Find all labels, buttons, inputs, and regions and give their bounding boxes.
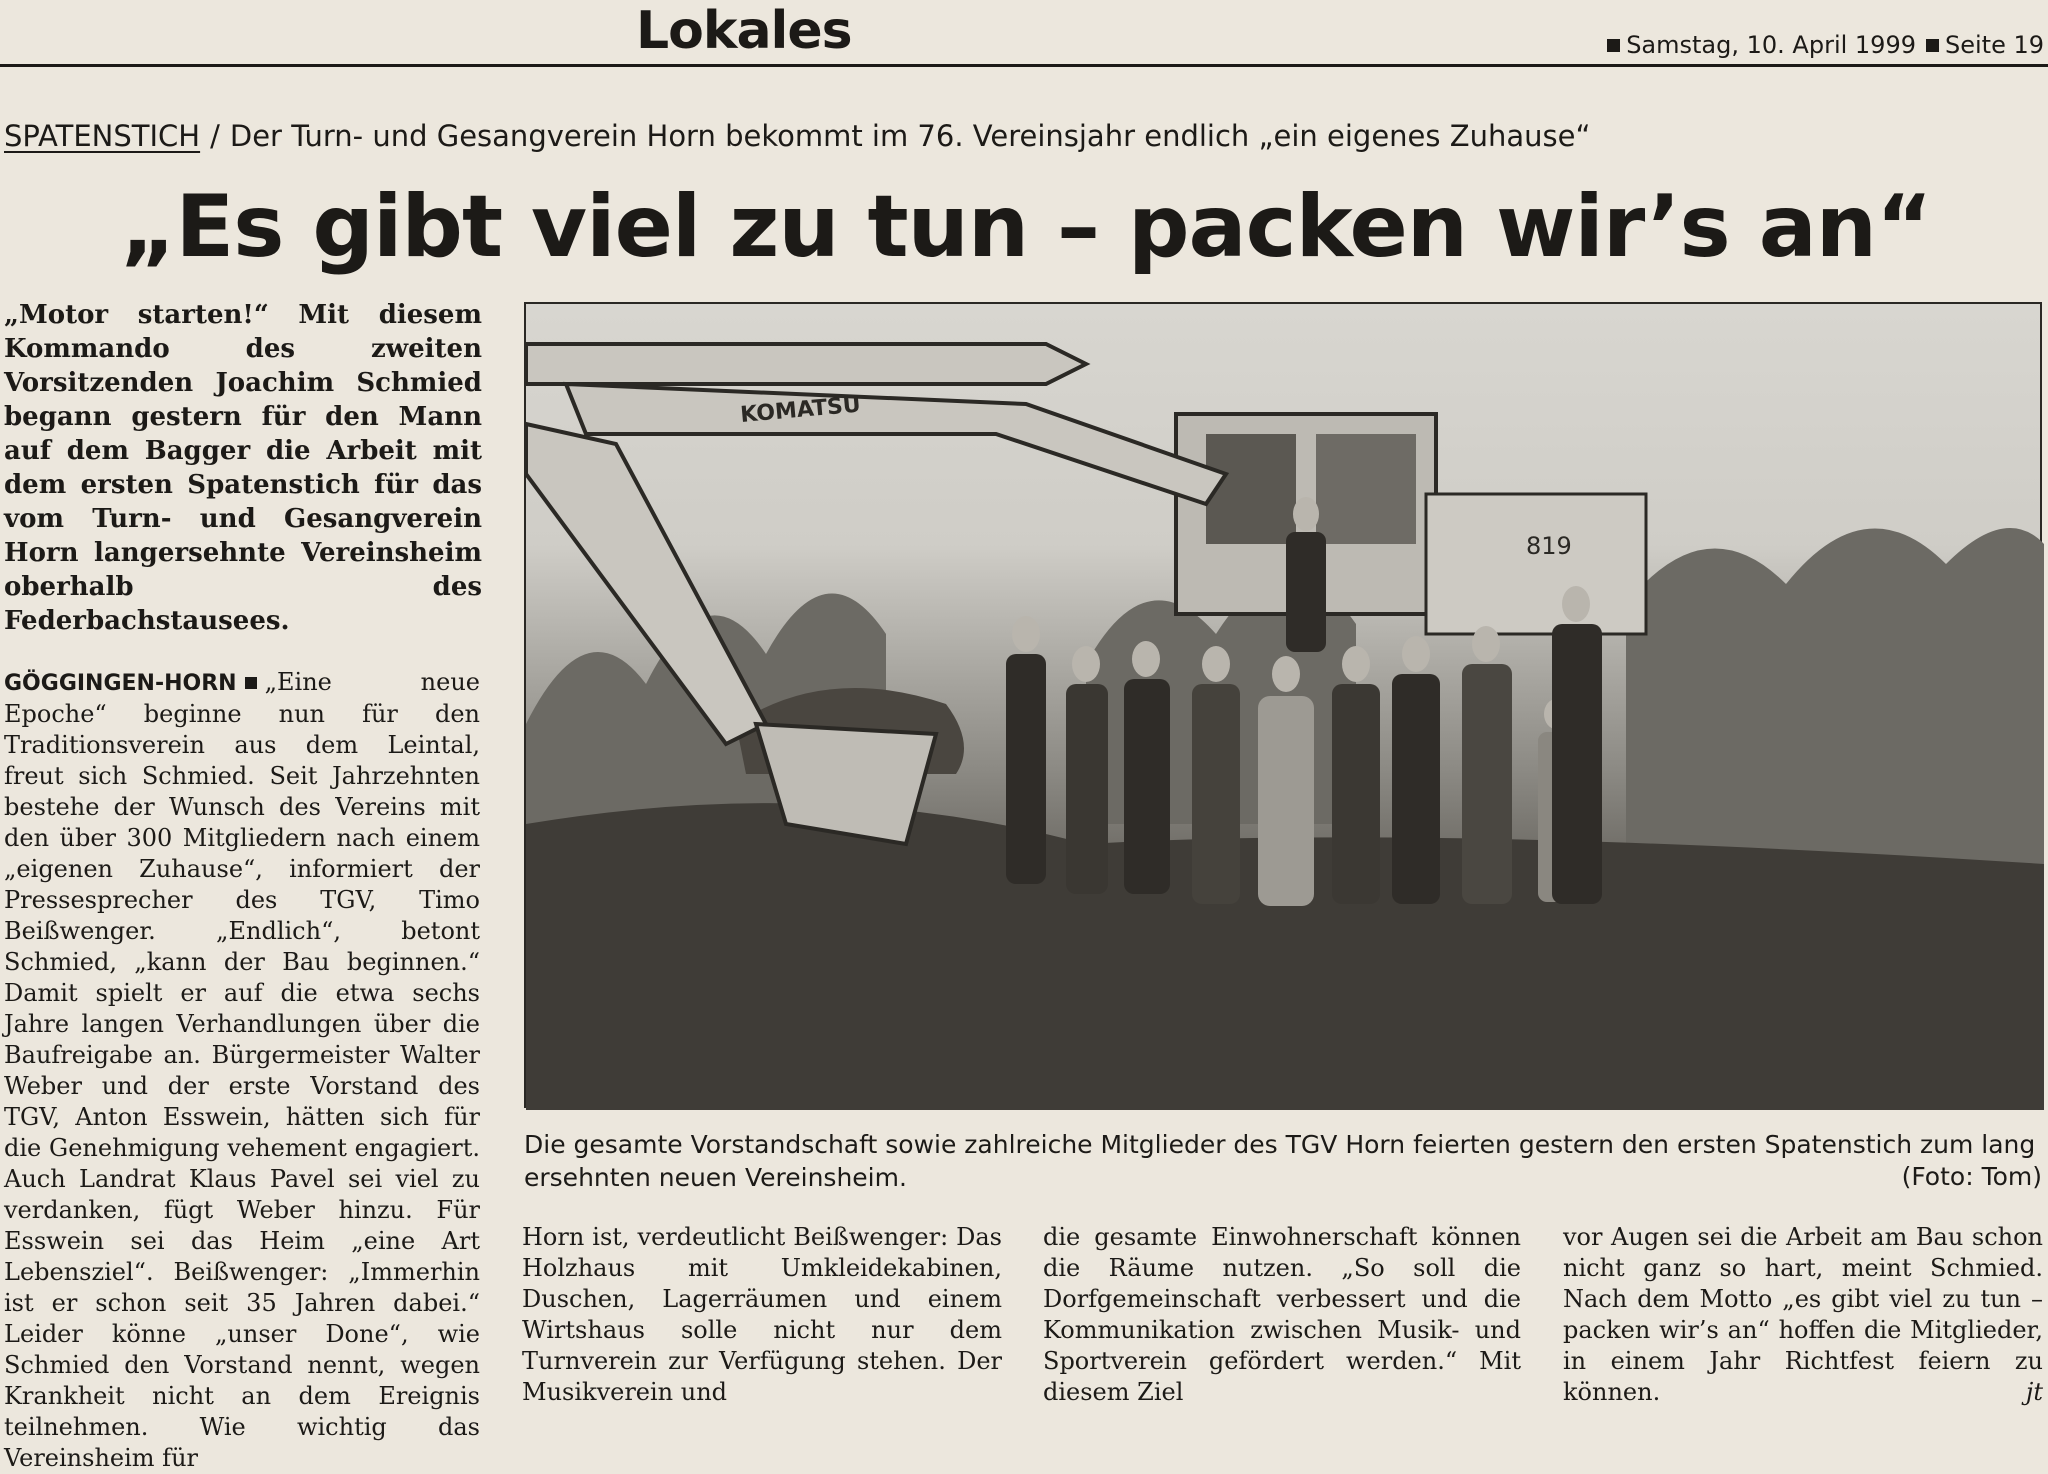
body-column-1 <box>4 667 480 1472</box>
article-dateline: GÖGGINGEN-HORN <box>4 671 237 696</box>
body-column-3: die gesamte Einwohnerschaft können die Räume nutzen. „So soll die Dorfgemeinschaft verbessert und die Kommunikation zwischen Musik- und Sportverein gefördert werden.“ Mit diesem Ziel <box>1043 1223 1521 1406</box>
article-headline: „Es gibt viel zu tun – packen wir’s an“ <box>120 177 1932 277</box>
article-photo <box>524 302 2042 1108</box>
body-column-4 <box>1563 1222 2043 1406</box>
body-column-2: Horn ist, verdeutlicht Beißwenger: Das Holzhaus mit Umkleidekabinen, Duschen, Lagerräumen und einem Wirtshaus solle nicht nur dem Turnverein zur Verfügung stehen. Der Musikverein und <box>522 1223 1002 1406</box>
masthead <box>0 0 2048 66</box>
article-kicker <box>4 116 1590 156</box>
body-text-4: vor Augen sei die Arbeit am Bau schon nicht ganz so hart, meint Schmied. Nach dem Motto „es gibt viel zu tun – packen wir’s an“ hoffen die Mitglieder, in einem Jahr Richtfest feiern zu können. <box>1563 1223 2043 1406</box>
section-title: Lokales <box>636 1 852 61</box>
issue-date: Samstag, 10. April 1999 <box>1626 31 1916 59</box>
body-text-1: „Eine neue Epoche“ beginne nun für den Traditionsverein aus dem Leintal, freut sich Schmied. Seit Jahrzehnten bestehe der Wunsch des Vereins mit den über 300 Mitgliedern nach einem „eigenen Zuhause“, informiert der Pressesprecher des TGV, Timo Beißwenger. „Endlich“, betont Schmied, „kann der Bau beginnen.“ Damit spielt er auf die etwa sechs Jahre langen Verhandlungen über die Baufreigabe an. Bürgermeister Walter Weber und der erste Vorstand des TGV, Anton Esswein, hätten sich für die Genehmigung vehement engagiert. Auch Landrat Klaus Pavel sei viel zu verdanken, fügt Weber hinzu. Für Esswein sei das Heim „eine Art Lebensziel“. Beißwenger: „Immerhin ist er schon seit 35 Jahren dabei.“ Leider könne „unser Done“, wie Schmied den Vorstand nennt, wegen Krankheit nicht an dem Ereignis teilnehmen. Wie wichtig das Vereinsheim für <box>4 668 480 1472</box>
issue-info <box>1597 28 2044 62</box>
excavator-group-photo <box>526 304 2044 1110</box>
square-bullet-icon <box>245 677 257 689</box>
author-signature: jt <box>2025 1378 2043 1406</box>
kicker-keyword: SPATENSTICH <box>4 119 201 153</box>
kicker-separator: / <box>210 119 220 153</box>
header-rule <box>0 64 2048 67</box>
excavator-number: 819 <box>1526 532 1572 560</box>
photo-credit: (Foto: Tom) <box>1901 1162 2042 1191</box>
page-number: Seite 19 <box>1944 31 2044 59</box>
article-lead: „Motor starten!“ Mit diesem Kommando des zweiten Vorsitzenden Joachim Schmied begann gestern für den Mann auf dem Bagger die Arbeit mit dem ersten Spatenstich für das vom Turn- und Gesangverein Horn langersehnte Vereinsheim oberhalb des Federbachstausees. <box>4 300 482 636</box>
square-bullet-icon <box>1926 39 1939 52</box>
excavator-brand: KOMATSU <box>739 392 862 428</box>
kicker-text: Der Turn- und Gesangverein Horn bekommt im 76. Vereinsjahr endlich „ein eigenes Zuhause“ <box>229 119 1591 153</box>
square-bullet-icon <box>1607 39 1620 52</box>
photo-caption: Die gesamte Vorstandschaft sowie zahlreiche Mitglieder des TGV Horn feierten gestern den ersten Spatenstich zum lang ersehnten neuen Vereinsheim. <box>524 1130 2036 1192</box>
